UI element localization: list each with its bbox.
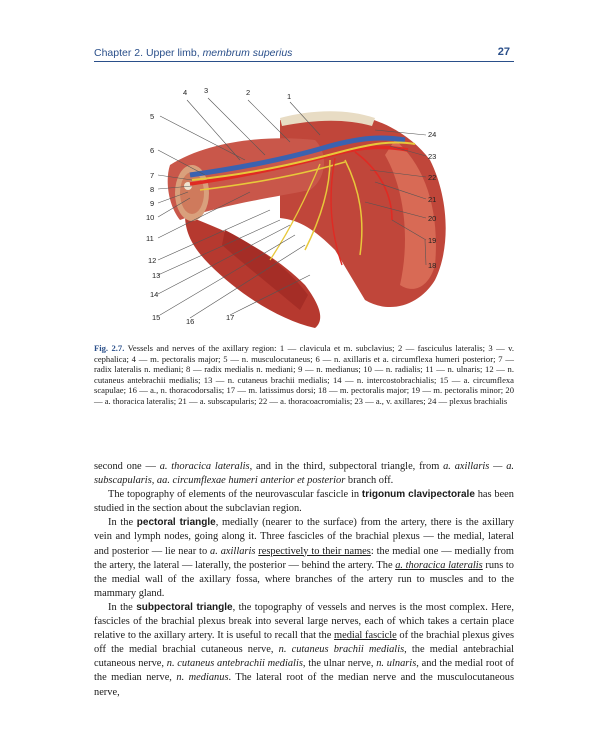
figure-label-11: 11 [146, 234, 154, 243]
figure-label-21: 21 [428, 195, 437, 204]
figure-label-20: 20 [428, 214, 437, 223]
figure-label-6: 6 [150, 146, 155, 155]
caption-text: Vessels and nerves of the axillary region: 1 — clavicula et m. subclavius; 2 — fasciculus lateralis; 3 — v. cephalica; 4 — m. pectoralis major; 5 — n. musculocutaneus; 6 — n. axillaris et a. circumflexa humeri posterior; 7 — radix lateralis n. mediani; 8 — radix medialis n. mediani; 9 — n. medianus; 10 — n. radialis; 11 — n. ulnaris; 12 — n. cutaneus antebrachii medialis; 13 — n. cutaneus brachii medialis; 14 — n. intercostobrachialis; 15 — a. circumflexa scapulae; 16 — a., n. thoracodorsalis; 17 — m. latissimus dorsi; 18 — m. pectoralis major; 19 — m. pectoralis minor; 20 — a. thoracica lateralis; 21 — a. subscapularis; 22 — a. thoracoacromialis; 23 — a., v. axillares; 24 — plexus brachialis [94, 343, 515, 406]
figure-label-16: 16 [186, 317, 195, 326]
page-number: 27 [497, 46, 510, 58]
figure-label-14: 14 [150, 290, 159, 299]
figure-label-9: 9 [150, 199, 155, 208]
figure-label-23: 23 [428, 152, 437, 161]
chapter-title: Chapter 2. Upper limb, membrum superius [94, 47, 293, 59]
figure-label-4: 4 [183, 88, 188, 97]
figure-label-13: 13 [152, 271, 161, 280]
figure-label-10: 10 [146, 213, 155, 222]
figure-label-15: 15 [152, 313, 161, 322]
paragraph-1: second one — a. thoracica lateralis, and in the third, subpectoral triangle, from a. axillaris — a. subscapularis, aa. circumflexae humeri anterior et posterior branch off. [94, 461, 514, 487]
body-text [94, 460, 514, 700]
header-rule [94, 61, 514, 62]
paragraph-4: In the subpectoral triangle, the topography of vessels and nerves is the most complex. Here, fascicles of the brachial plexus break into several large nerves, each of which takes a certain place relative to the axillary artery. It is useful to recall that the medial fascicle of the brachial plexus gives off the medial brachial cutaneous nerve, n. cutaneus brachii medialis, the medial antebrachial cutaneous nerve, n. cutaneus antebrachii medialis, the ulnar nerve, n. ulnaris, and the medial root of the median nerve, n. medianus. The lateral root of the median nerve and the musculocutaneous nerve, [94, 601, 515, 698]
figure-label-2: 2 [246, 88, 251, 97]
paragraph-3: In the pectoral triangle, medially (nearer to the surface) from the artery, there is the axillary vein and lymph nodes, going along it. Three fascicles of the brachial plexus — the medial, lateral and posterior — lie near to a. axillaris respectively to their names: the medial one — medially from the artery, the lateral — laterally, the posterior — behind the artery. The a. thoracica lateralis runs to the medial wall of the axillary fossa, where branches of the artery run to muscles and to the mammary gland. [94, 517, 515, 599]
figure-label-18: 18 [428, 261, 437, 270]
running-header [94, 44, 514, 62]
figure-label-22: 22 [428, 173, 437, 182]
paragraph-2: The topography of elements of the neurovascular fascicle in trigonum clavipectorale has been studied in the section about the subclavian region. [94, 489, 514, 515]
anatomical-figure [130, 80, 490, 335]
figure-number: Fig. 2.7. [94, 343, 125, 353]
figure-caption [94, 343, 514, 407]
figure-label-24: 24 [428, 130, 437, 139]
figure-label-12: 12 [148, 256, 157, 265]
axillary-region-illustration [130, 80, 490, 335]
figure-label-17: 17 [226, 313, 235, 322]
figure-label-1: 1 [287, 92, 292, 101]
figure-label-7: 7 [150, 171, 155, 180]
figure-label-19: 19 [428, 236, 437, 245]
figure-label-8: 8 [150, 185, 155, 194]
figure-label-3: 3 [204, 86, 209, 95]
figure-label-5: 5 [150, 112, 155, 121]
